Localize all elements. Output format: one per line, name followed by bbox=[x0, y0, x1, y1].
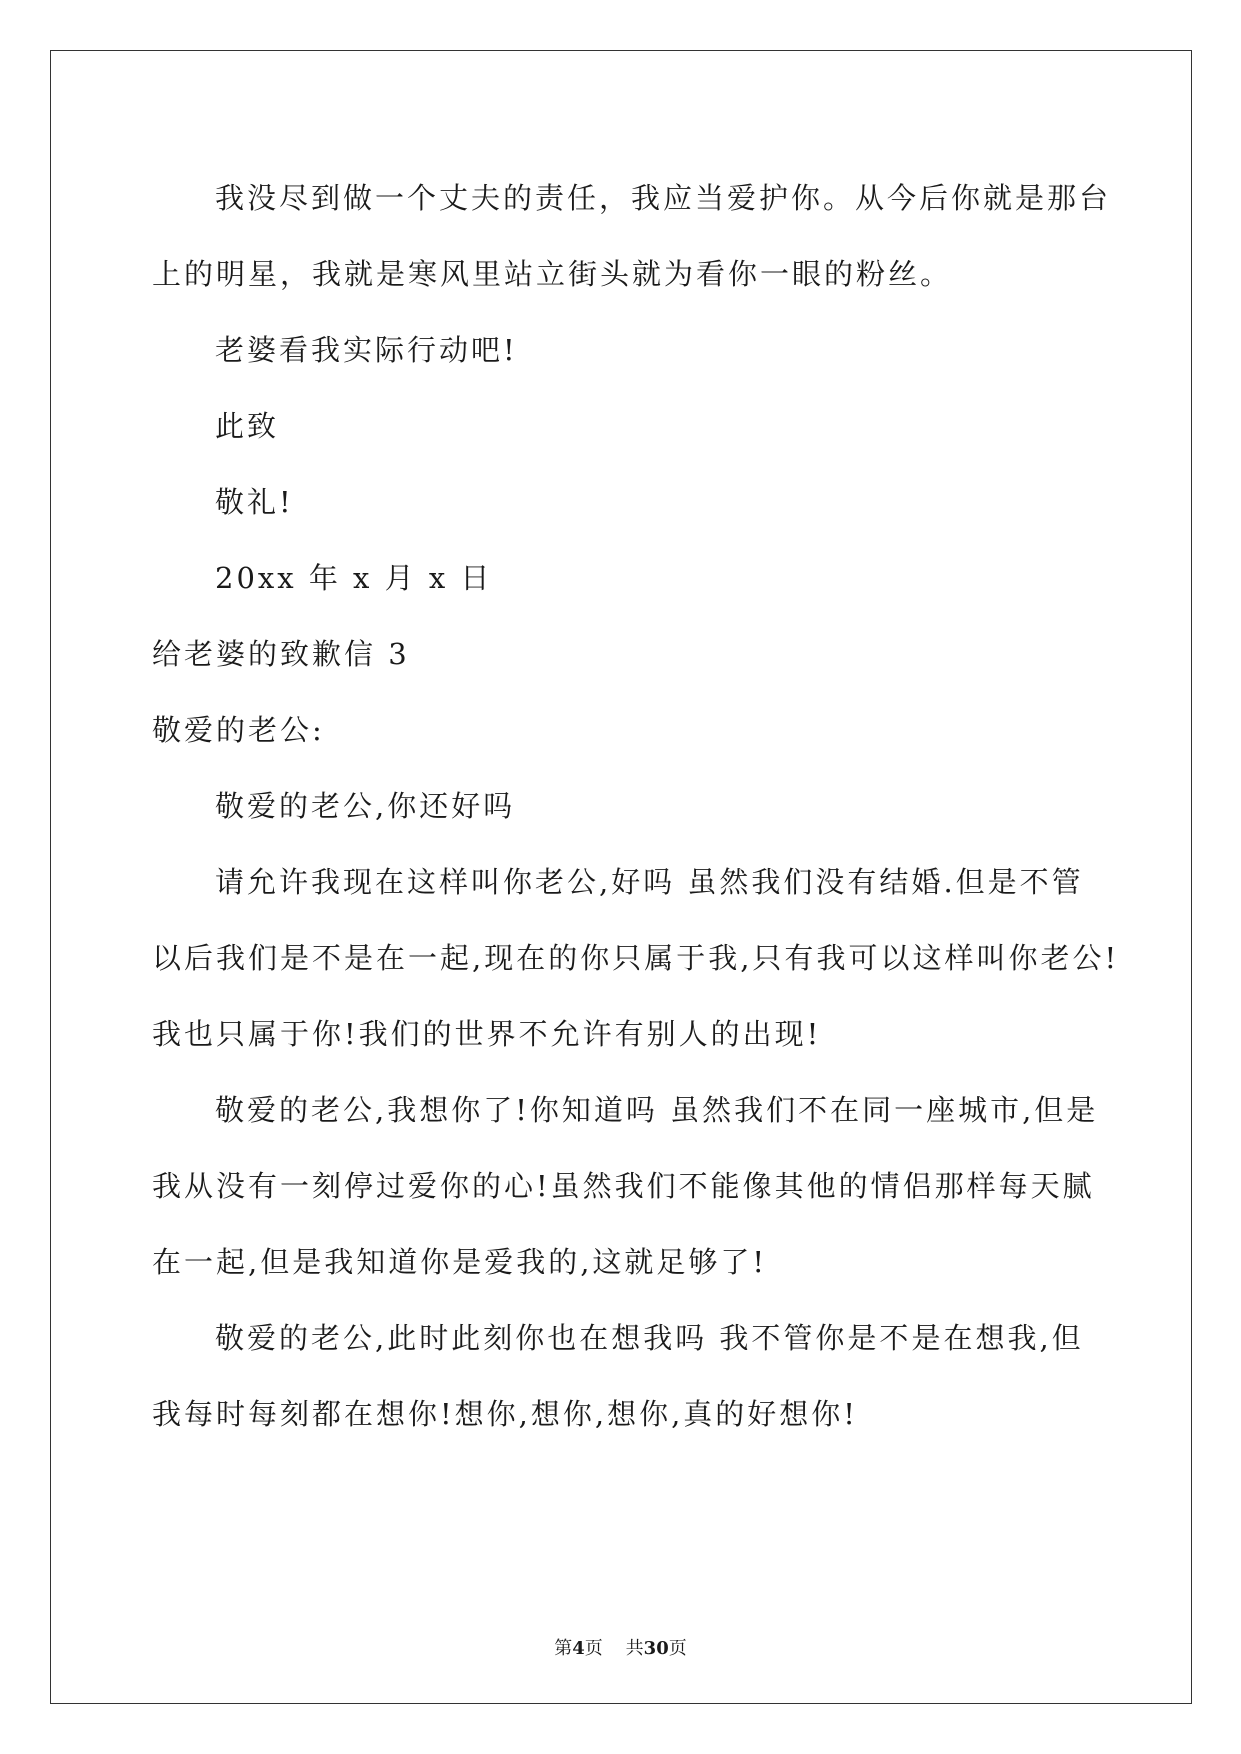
document-body bbox=[152, 160, 1120, 1452]
text-line: 我每时每刻都在想你!想你,想你,想你,真的好想你! bbox=[152, 1397, 858, 1431]
total-page-count: 30 bbox=[643, 1638, 669, 1659]
text-line: 以后我们是不是在一起,现在的你只属于我,只有我可以这样叫你老公! bbox=[152, 941, 1120, 975]
text-line: 20xx 年 x 月 x 日 bbox=[215, 561, 493, 595]
text-line: 我没尽到做一个丈夫的责任，我应当爱护你。从今后你就是那台 bbox=[215, 181, 1112, 215]
text-line: 我从没有一刻停过爱你的心!虽然我们不能像其他的情侣那样每天腻 bbox=[152, 1169, 1095, 1203]
text-line: 请允许我现在这样叫你老公,好吗 虽然我们没有结婚.但是不管 bbox=[215, 865, 1084, 899]
footer-prefix: 第 bbox=[554, 1638, 573, 1659]
text-line: 上的明星，我就是寒风里站立街头就为看你一眼的粉丝。 bbox=[152, 257, 953, 291]
text-line: 我也只属于你!我们的世界不允许有别人的出现! bbox=[152, 1017, 822, 1051]
text-line: 给老婆的致歉信 3 bbox=[152, 637, 410, 671]
text-line: 老婆看我实际行动吧! bbox=[215, 333, 518, 367]
text-line: 敬爱的老公: bbox=[152, 713, 325, 747]
current-page-number: 4 bbox=[572, 1638, 585, 1659]
text-line: 敬爱的老公,我想你了!你知道吗 虽然我们不在同一座城市,但是 bbox=[215, 1093, 1099, 1127]
text-line: 敬爱的老公,此时此刻你也在想我吗 我不管你是不是在想我,但 bbox=[215, 1321, 1084, 1355]
text-line: 此致 bbox=[215, 409, 280, 443]
text-line: 敬爱的老公,你还好吗 bbox=[215, 789, 516, 823]
footer-middle: 页 共 bbox=[584, 1638, 644, 1659]
page-footer bbox=[0, 1637, 1241, 1661]
text-line: 敬礼! bbox=[215, 485, 294, 519]
footer-suffix: 页 bbox=[668, 1638, 687, 1659]
text-line: 在一起,但是我知道你是爱我的,这就足够了! bbox=[152, 1245, 768, 1279]
